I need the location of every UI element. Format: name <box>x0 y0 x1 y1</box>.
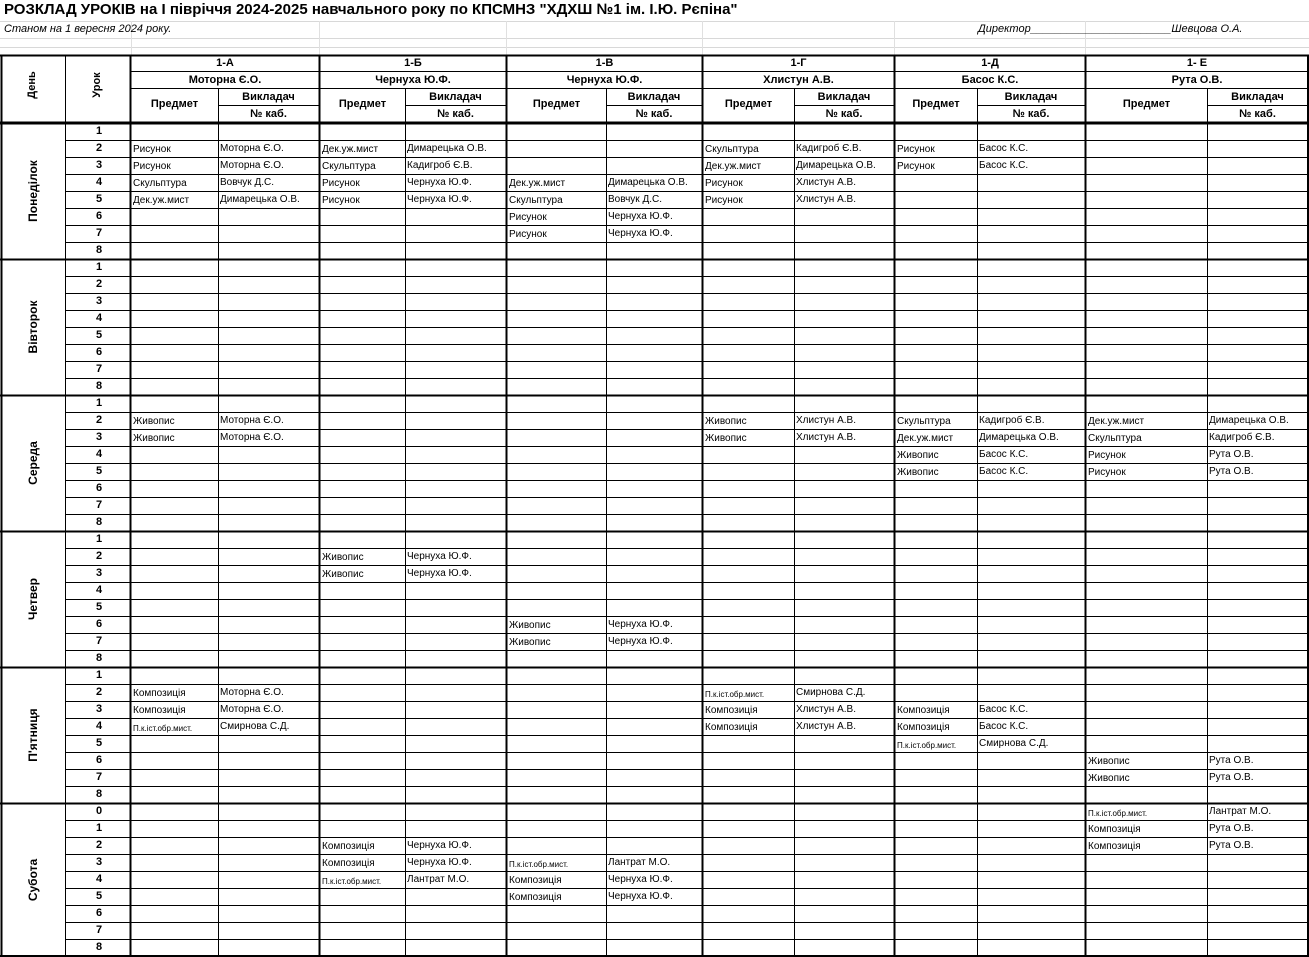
teacher-cell: Кадигроб Є.В. <box>1209 432 1275 443</box>
subject-cell: Скульптура <box>705 144 759 155</box>
teacher-cell: Чернуха Ю.Ф. <box>608 636 673 647</box>
subject-cell: Живопис <box>705 433 747 444</box>
teacher-cell: Моторна Є.О. <box>220 415 284 426</box>
subject-cell: Композиція <box>1088 824 1141 835</box>
lesson-number: 6 <box>95 482 103 494</box>
lesson-number: 8 <box>95 516 103 528</box>
lesson-number: 7 <box>95 363 103 375</box>
lesson-number: 7 <box>95 227 103 239</box>
teacher-cell: Рута О.В. <box>1209 755 1254 766</box>
room-header: № каб. <box>635 108 673 120</box>
subject-cell: Рисунок <box>322 178 360 189</box>
teacher-cell: Рута О.В. <box>1209 840 1254 851</box>
lesson-number: 2 <box>95 278 103 290</box>
teacher-cell: Лантрат М.О. <box>608 857 671 868</box>
teacher-cell: Лантрат М.О. <box>1209 806 1272 817</box>
subject-cell: Скульптура <box>897 416 951 427</box>
teacher-cell: Чернуха Ю.Ф. <box>608 619 673 630</box>
teacher-cell: Димарецька О.В. <box>407 143 487 154</box>
teacher-cell: Чернуха Ю.Ф. <box>608 211 673 222</box>
subject-cell: Рисунок <box>897 144 935 155</box>
subject-cell: Скульптура <box>322 161 376 172</box>
page-title: РОЗКЛАД УРОКІВ на І півріччя 2024-2025 навчального року по КПСМНЗ "ХДХШ №1 ім. І.Ю. Рєпіна" <box>4 1 738 18</box>
teacher-header: Викладач <box>1231 91 1284 103</box>
lesson-number: 6 <box>95 210 103 222</box>
teacher-cell: Хлистун А.В. <box>796 432 856 443</box>
lesson-number: 2 <box>95 686 103 698</box>
teacher-cell: Кадигроб Є.В. <box>979 415 1045 426</box>
teacher-cell: Чернуха Ю.Ф. <box>407 568 472 579</box>
teacher-header: Викладач <box>429 91 482 103</box>
subject-cell: Рисунок <box>322 195 360 206</box>
teacher-cell: Димарецька О.В. <box>1209 415 1289 426</box>
subject-cell: П.к.іст.обр.мист. <box>322 877 382 886</box>
lesson-number: 5 <box>95 329 103 341</box>
subject-cell: П.к.іст.обр.мист. <box>897 741 957 750</box>
day-name: Субота <box>26 858 40 901</box>
lesson-number: 1 <box>95 261 103 273</box>
subject-cell: Рисунок <box>1088 467 1126 478</box>
teacher-cell: Чернуха Ю.Ф. <box>407 551 472 562</box>
subject-cell: Скульптура <box>133 178 187 189</box>
teacher-cell: Чернуха Ю.Ф. <box>407 177 472 188</box>
lesson-number: 3 <box>95 703 103 715</box>
teacher-cell: Рута О.В. <box>1209 772 1254 783</box>
subject-cell: Живопис <box>509 637 551 648</box>
teacher-cell: Кадигроб Є.В. <box>796 143 862 154</box>
room-header: № каб. <box>1012 108 1050 120</box>
subject-cell: Дек.уж.мист <box>897 433 954 444</box>
subject-cell: Композиція <box>133 688 186 699</box>
lesson-number: 2 <box>95 414 103 426</box>
teacher-cell: Басос К.С. <box>979 721 1029 732</box>
lesson-number: 4 <box>95 720 103 732</box>
lesson-number: 8 <box>95 788 103 800</box>
class-teacher: Рута О.В. <box>1171 74 1223 86</box>
teacher-cell: Чернуха Ю.Ф. <box>407 840 472 851</box>
teacher-cell: Смирнова С.Д. <box>220 721 290 732</box>
lesson-number: 6 <box>95 754 103 766</box>
as-of-date: Станом на 1 вересня 2024 року. <box>4 23 172 35</box>
subject-header: Предмет <box>338 98 387 110</box>
lesson-number: 7 <box>95 771 103 783</box>
subject-cell: Живопис <box>1088 756 1130 767</box>
teacher-cell: Басос К.С. <box>979 449 1029 460</box>
subject-cell: Дек.уж.мист <box>509 178 566 189</box>
class-name: 1-Г <box>790 57 807 69</box>
subject-cell: Скульптура <box>509 195 563 206</box>
teacher-header: Викладач <box>242 91 295 103</box>
teacher-cell: Хлистун А.В. <box>796 704 856 715</box>
lesson-number: 5 <box>95 890 103 902</box>
subject-cell: Композиція <box>897 705 950 716</box>
subject-cell: Рисунок <box>133 144 171 155</box>
subject-header: Предмет <box>912 98 960 110</box>
class-teacher: Моторна Є.О. <box>188 74 262 86</box>
class-name: 1-А <box>216 57 234 69</box>
lesson-number: 7 <box>95 635 103 647</box>
lesson-number: 2 <box>95 142 103 154</box>
subject-cell: Рисунок <box>705 178 743 189</box>
lesson-number: 3 <box>95 159 103 171</box>
teacher-cell: Чернуха Ю.Ф. <box>407 194 472 205</box>
lesson-number: 6 <box>95 346 103 358</box>
subject-cell: Рисунок <box>1088 450 1126 461</box>
room-header: № каб. <box>1239 108 1276 120</box>
teacher-cell: Чернуха Ю.Ф. <box>608 228 673 239</box>
teacher-header: Викладач <box>817 91 871 103</box>
class-name: 1- Е <box>1186 57 1208 69</box>
teacher-cell: Басос К.С. <box>979 160 1029 171</box>
teacher-cell: Рута О.В. <box>1209 466 1254 477</box>
teacher-cell: Димарецька О.В. <box>608 177 688 188</box>
teacher-cell: Лантрат М.О. <box>407 874 470 885</box>
subject-cell: Рисунок <box>509 229 547 240</box>
teacher-header: Викладач <box>627 91 681 103</box>
director-signature-line: Директор_______________________Шевцова О.А. <box>978 23 1243 35</box>
subject-cell: Живопис <box>1088 773 1130 784</box>
lesson-number: 2 <box>95 839 103 851</box>
day-name: Четвер <box>26 577 40 621</box>
class-name: 1-В <box>595 57 614 69</box>
subject-cell: Рисунок <box>897 161 935 172</box>
subject-cell: Дек.уж.мист <box>1088 416 1145 427</box>
room-header: № каб. <box>250 108 287 120</box>
lesson-number: 3 <box>95 567 103 579</box>
day-name: Понеділок <box>26 160 40 222</box>
subject-cell: Рисунок <box>705 195 743 206</box>
teacher-cell: Моторна Є.О. <box>220 143 284 154</box>
room-header: № каб. <box>825 108 863 120</box>
lesson-number: 7 <box>95 924 103 936</box>
teacher-cell: Чернуха Ю.Ф. <box>608 891 673 902</box>
subject-cell: Композиція <box>509 892 562 903</box>
teacher-cell: Хлистун А.В. <box>796 194 856 205</box>
teacher-cell: Моторна Є.О. <box>220 704 284 715</box>
teacher-cell: Чернуха Ю.Ф. <box>608 874 673 885</box>
class-teacher: Басос К.С. <box>961 74 1019 86</box>
subject-cell: Живопис <box>322 552 364 563</box>
lesson-number: 8 <box>95 380 103 392</box>
lesson-number: 6 <box>95 907 103 919</box>
subject-cell: Живопис <box>509 620 551 631</box>
lesson-number: 3 <box>95 431 103 443</box>
class-name: 1-Б <box>404 57 422 69</box>
subject-cell: Дек.уж.мист <box>705 161 762 172</box>
class-teacher: Чернуха Ю.Ф. <box>566 74 643 86</box>
class-teacher: Хлистун А.В. <box>763 74 834 86</box>
subject-cell: Рисунок <box>509 212 547 223</box>
subject-cell: Композиція <box>133 705 186 716</box>
lesson-number: 4 <box>95 312 103 324</box>
teacher-cell: Чернуха Ю.Ф. <box>407 857 472 868</box>
lesson-number: 1 <box>95 822 103 834</box>
teacher-cell: Басос К.С. <box>979 466 1029 477</box>
subject-cell: Скульптура <box>1088 433 1142 444</box>
subject-cell: Живопис <box>133 416 175 427</box>
teacher-cell: Хлистун А.В. <box>796 415 856 426</box>
lesson-number: 6 <box>95 618 103 630</box>
subject-cell: Композиція <box>509 875 562 886</box>
subject-cell: П.к.іст.обр.мист. <box>133 724 193 733</box>
lesson-number: 2 <box>95 550 103 562</box>
lesson-number: 0 <box>95 805 103 817</box>
teacher-cell: Хлистун А.В. <box>796 177 856 188</box>
class-teacher: Чернуха Ю.Ф. <box>375 74 451 86</box>
lesson-number: 1 <box>95 125 103 137</box>
lesson-number: 5 <box>95 737 103 749</box>
subject-cell: Живопис <box>705 416 747 427</box>
subject-header: Предмет <box>1122 98 1171 110</box>
subject-cell: Композиція <box>322 858 375 869</box>
subject-cell: Композиція <box>1088 841 1141 852</box>
lesson-number: 3 <box>95 295 103 307</box>
lesson-number: 8 <box>95 941 103 953</box>
lesson-number: 5 <box>95 601 103 613</box>
lesson-number: 3 <box>95 856 103 868</box>
teacher-cell: Басос К.С. <box>979 704 1029 715</box>
subject-cell: П.к.іст.обр.мист. <box>509 860 569 869</box>
subject-cell: Композиція <box>705 705 758 716</box>
teacher-cell: Моторна Є.О. <box>220 687 284 698</box>
lesson-number: 8 <box>95 244 103 256</box>
teacher-cell: Басос К.С. <box>979 143 1029 154</box>
teacher-cell: Хлистун А.В. <box>796 721 856 732</box>
subject-cell: Живопис <box>897 467 939 478</box>
lesson-number: 4 <box>95 176 103 188</box>
lesson-number: 4 <box>95 873 103 885</box>
teacher-cell: Вовчук Д.С. <box>608 194 663 205</box>
teacher-cell: Рута О.В. <box>1209 823 1254 834</box>
day-name: Вівторок <box>26 300 40 354</box>
teacher-cell: Моторна Є.О. <box>220 432 284 443</box>
day-column-header: День <box>26 71 38 99</box>
lesson-number: 4 <box>95 448 103 460</box>
subject-cell: Живопис <box>133 433 175 444</box>
lesson-number: 1 <box>95 669 103 681</box>
subject-header: Предмет <box>150 98 199 110</box>
subject-cell: Живопис <box>322 569 364 580</box>
teacher-cell: Димарецька О.В. <box>796 160 876 171</box>
day-name: Середа <box>26 441 40 485</box>
lesson-number: 5 <box>95 193 103 205</box>
subject-cell: Живопис <box>897 450 939 461</box>
lesson-number: 8 <box>95 652 103 664</box>
lesson-column-header: Урок <box>91 72 103 98</box>
subject-cell: Дек.уж.мист <box>133 195 190 206</box>
class-name: 1-Д <box>981 57 999 69</box>
teacher-cell: Моторна Є.О. <box>220 160 284 171</box>
teacher-cell: Димарецька О.В. <box>220 194 300 205</box>
subject-header: Предмет <box>724 98 773 110</box>
teacher-cell: Рута О.В. <box>1209 449 1254 460</box>
room-header: № каб. <box>437 108 474 120</box>
teacher-cell: Димарецька О.В. <box>979 432 1059 443</box>
lesson-number: 7 <box>95 499 103 511</box>
teacher-cell: Кадигроб Є.В. <box>407 160 473 171</box>
subject-cell: Рисунок <box>133 161 171 172</box>
teacher-header: Викладач <box>1004 91 1058 103</box>
subject-cell: П.к.іст.обр.мист. <box>705 690 765 699</box>
subject-cell: П.к.іст.обр.мист. <box>1088 809 1148 818</box>
subject-header: Предмет <box>532 98 581 110</box>
subject-cell: Дек.уж.мист <box>322 144 379 155</box>
day-name: П'ятниця <box>26 708 40 762</box>
lesson-number: 1 <box>95 397 103 409</box>
subject-cell: Композиція <box>705 722 758 733</box>
subject-cell: Композиція <box>897 722 950 733</box>
teacher-cell: Вовчук Д.С. <box>220 177 275 188</box>
lesson-number: 5 <box>95 465 103 477</box>
lesson-number: 4 <box>95 584 103 596</box>
lesson-number: 1 <box>95 533 103 545</box>
teacher-cell: Смирнова С.Д. <box>979 738 1049 749</box>
teacher-cell: Смирнова С.Д. <box>796 687 866 698</box>
subject-cell: Композиція <box>322 841 375 852</box>
